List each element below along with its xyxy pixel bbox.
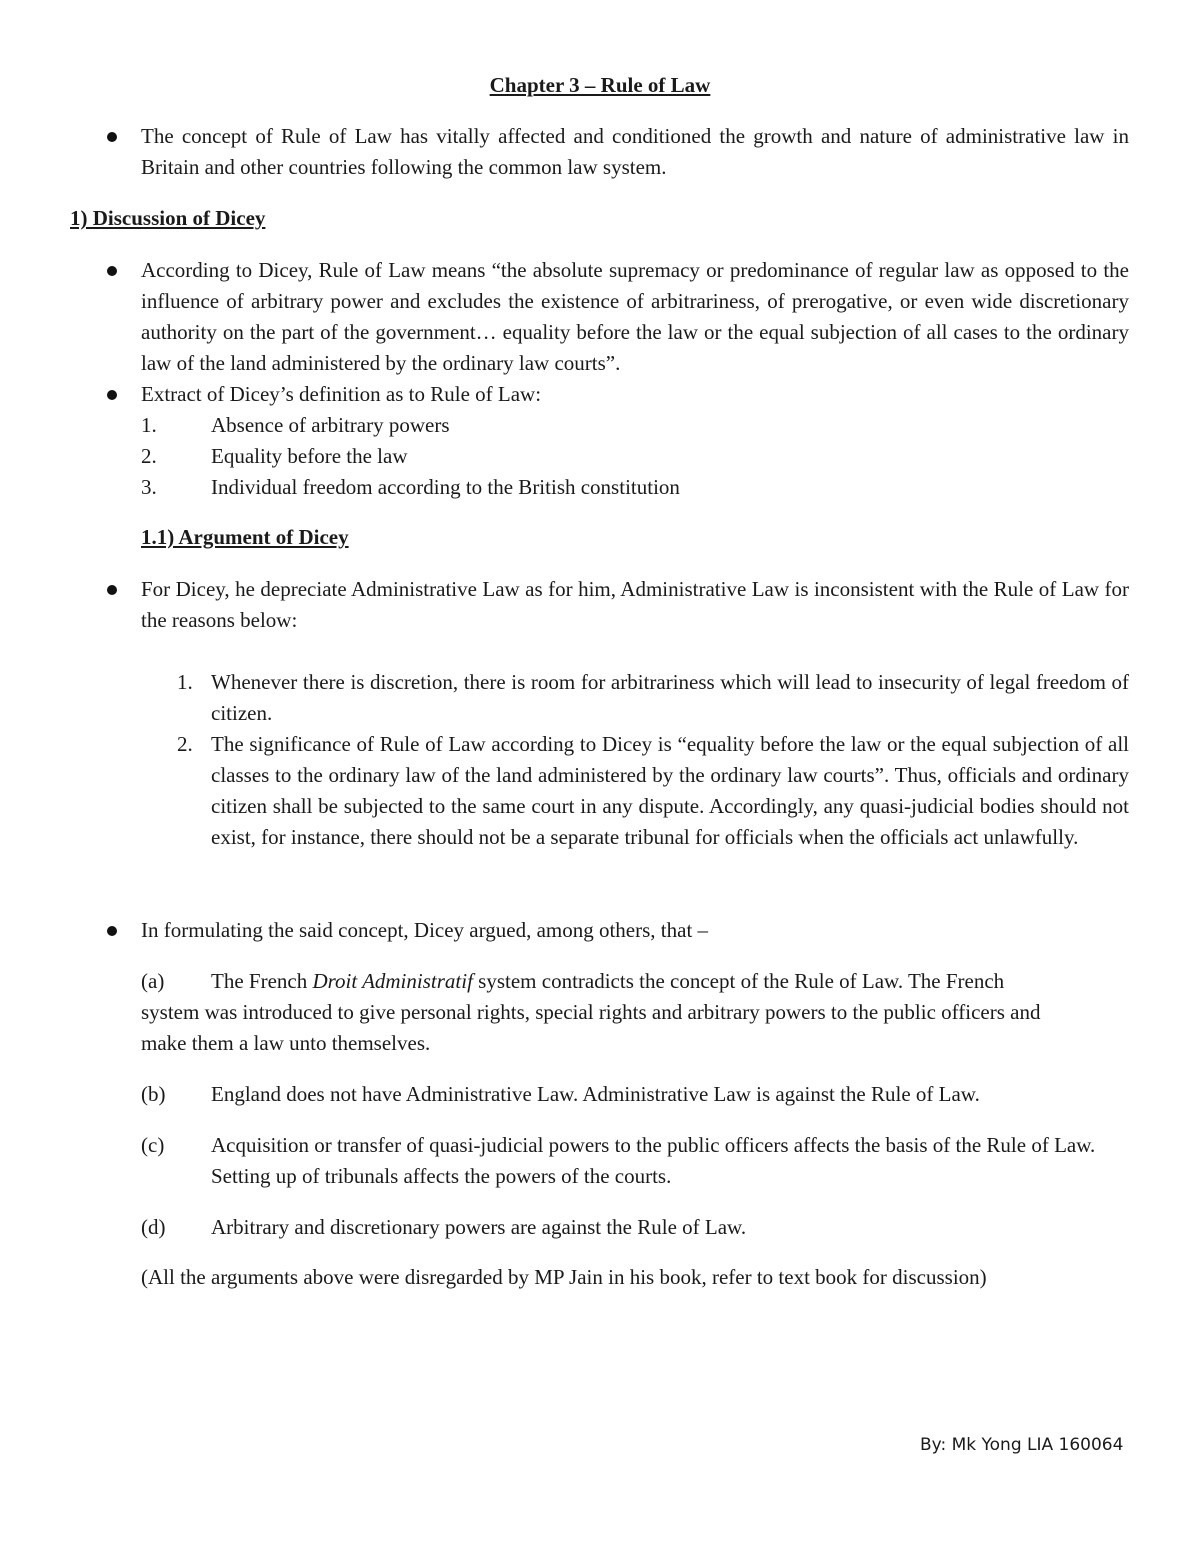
reason-number: 1. — [177, 670, 193, 694]
dicey-definition-paragraph: According to Dicey, Rule of Law means “the absolute supremacy or predominance of regular law as opposed to the influence of arbitrary power and excludes the existence of arbitrariness, of prerogative, or even wide discretionary authority on the part of the government… equality before the law or the equal subjection of all cases to the ordinary law of the land administered by the ordinary law courts”. — [141, 258, 1129, 375]
argument-label: (c) — [141, 1133, 165, 1157]
list-number: 2. — [141, 444, 157, 468]
bullet-icon — [107, 585, 117, 595]
argument-label: (d) — [141, 1215, 166, 1239]
bullet-icon — [107, 266, 117, 276]
list-number: 1. — [141, 413, 157, 437]
argument-intro-paragraph: For Dicey, he depreciate Administrative Law as for him, Administrative Law is inconsistent with the Rule of Law for the reasons below: — [141, 577, 1129, 632]
list-item: Equality before the law — [211, 444, 408, 468]
reason-item: The significance of Rule of Law according to Dicey is “equality before the law or the equal subjection of all classes to the ordinary law of the land administered by the ordinary law courts”. Thus, officials and ordinary citizen shall be subjected to the same court in any dispute. Accordingly, any quasi-judicial bodies should not exist, for instance, there should not be a separate tribunal for officials when the officials act unlawfully. — [211, 732, 1129, 849]
reason-item: Whenever there is discretion, there is room for arbitrariness which will lead to insecurity of legal freedom of citizen. — [211, 670, 1129, 725]
page-title: Chapter 3 – Rule of Law — [489, 73, 711, 97]
list-item: Absence of arbitrary powers — [211, 413, 450, 437]
reason-number: 2. — [177, 732, 193, 756]
argument-a-italic: Droit Administratif — [312, 969, 473, 993]
formulating-paragraph: In formulating the said concept, Dicey argued, among others, that – — [141, 918, 709, 942]
list-item: Individual freedom according to the British constitution — [211, 475, 680, 499]
argument-a-pre: The French — [211, 969, 313, 993]
argument-label: (b) — [141, 1082, 166, 1106]
argument-c-text: Acquisition or transfer of quasi-judicial powers to the public officers affects the basis of the Rule of Law. Setting up of tribunals affects the powers of the courts. — [211, 1133, 1096, 1188]
section-heading-discussion: 1) Discussion of Dicey — [70, 206, 266, 230]
bullet-icon — [107, 926, 117, 936]
argument-a-post: system contradicts the concept of the Rule of Law. The French system was introduced to give personal rights, special rights and arbitrary powers to the public officers and make them a law unto themselves. — [141, 969, 1041, 1055]
author-footer: By: Mk Yong LIA 160064 — [920, 1435, 1124, 1455]
closing-note: (All the arguments above were disregarded by MP Jain in his book, refer to text book for discussion) — [141, 1265, 987, 1289]
extract-intro: Extract of Dicey’s definition as to Rule of Law: — [141, 382, 542, 406]
intro-paragraph: The concept of Rule of Law has vitally affected and conditioned the growth and nature of administrative law in Britain and other countries following the common law system. — [141, 124, 1129, 179]
argument-d-text: Arbitrary and discretionary powers are against the Rule of Law. — [211, 1215, 747, 1239]
argument-b-text: England does not have Administrative Law. Administrative Law is against the Rule of Law. — [211, 1082, 980, 1106]
bullet-icon — [107, 390, 117, 400]
bullet-icon — [107, 132, 117, 142]
argument-label: (a) — [141, 969, 165, 993]
list-number: 3. — [141, 475, 157, 499]
section-heading-argument: 1.1) Argument of Dicey — [141, 525, 349, 549]
argument-a-text — [141, 966, 1041, 1059]
